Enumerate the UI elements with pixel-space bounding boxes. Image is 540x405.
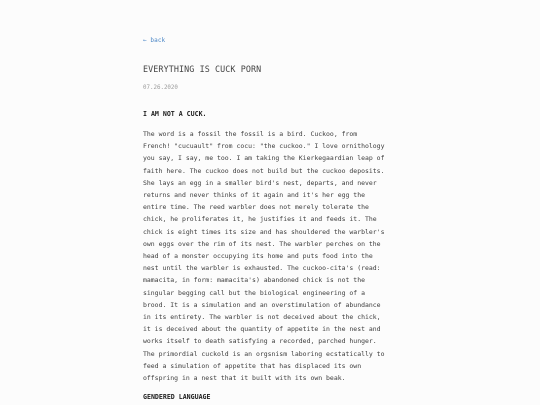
back-link[interactable]: ← back bbox=[143, 37, 166, 44]
post-date: 07.26.2020 bbox=[143, 85, 178, 91]
section-heading: GENDERED LANGUAGE bbox=[143, 393, 211, 401]
section-body: The word is a fossil the fossil is a bird. Cuckoo, from French! "cucuault" from cocu: "the cuckoo." I love ornithology you say, I say, me too. I am taking the Kierkegaardian leap of faith here. The cuckoo does not build but the cuckoo deposits. She lays an egg in a smaller bird's nest, departs, and never returns and never thinks of it again and it's her egg the entire time. The reed warbler does not merely tolerate the chick, he proliferates it, he justifies it and feeds it. The chick is eight times its size and has shouldered the warbler's own eggs over the rim of its nest. The warbler perches on the head of a monster occupying its home and puts food into the nest until the warbler is exhausted. The cuckoo-cita's (read: mamacita, in form: mamacita's) abandoned chick is not the singular begging call but the biological engineering of a brood. It is a simulation and an overstimulation of abundance in its entirety. The warbler is not deceived about the chick, it is deceived about the quantity of appetite in the nest and works itself to death satisfying a recorded, parched hunger. The primordial cuckold is an orgsnism laboring ecstatically to feed a simulation of appetite that has displaced its own offspring in a nest that it built with its own beak. bbox=[143, 130, 385, 383]
post-title: EVERYTHING IS CUCK PORN bbox=[143, 64, 262, 74]
section-heading: I AM NOT A CUCK. bbox=[143, 110, 207, 118]
